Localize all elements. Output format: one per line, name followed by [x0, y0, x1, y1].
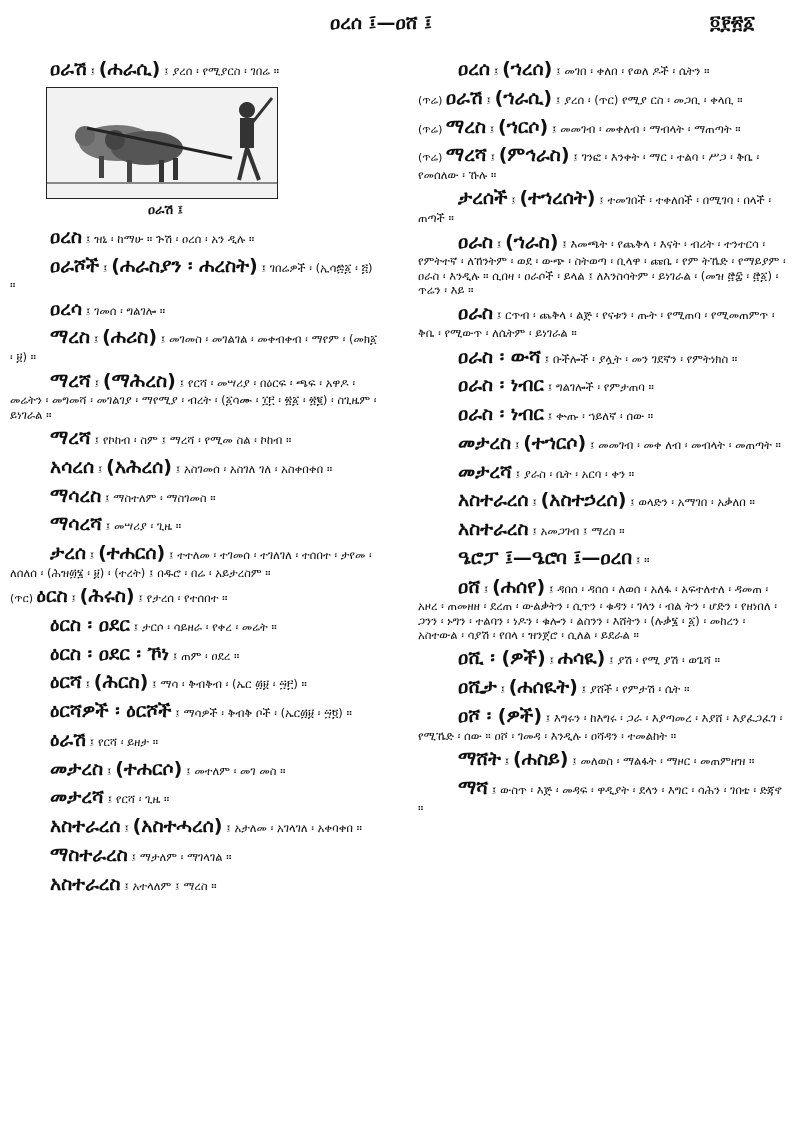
headword: ዐራስ ፡ ውሻ [458, 345, 541, 368]
headword: አስተራረሰ [458, 489, 529, 512]
dictionary-entry: መታረስ ፤ (ተኀርሶ) ፤ መመገብ ፡ መቀ ለብ ፡ መብላት ፡ መጠጣት ። [458, 431, 781, 454]
definition: አመጋገብ ፤ ማረስ ። [540, 524, 625, 538]
headword: ማረሻ [50, 369, 91, 392]
definition: ማሳ ፡ ቅብቅብ ፡ (ኤር ፴፱ ፡ ፵፫) ። [160, 677, 307, 692]
usage-label: (ጥሬ) [418, 151, 446, 165]
definition: ርጥብ ፡ ጨቅላ ፡ ልጅ ፡ የናቱን ፡ ጡት ፡ የሚጠባ ፡ የሚመጠምጥ ፡ ቅቤ ፡ የሚውጥ ፡ ለሴትም ፡ ይነገራል ። [418, 308, 775, 341]
geez-root: (ኀረሰ) [502, 58, 553, 80]
geez-root: ሐሳዪ) [557, 647, 606, 670]
geez-root: (አስተሓረሰ) [132, 815, 223, 838]
dictionary-entry: ማረሻ ፤ የኮከብ ፡ ስም ፤ ማረሻ ፡ የሚመ ስል ፡ ኮከብ ። [50, 427, 292, 449]
geez-root: (ኀርሶ) [498, 115, 549, 138]
dictionary-entry: (ጥሬ) ማረሻ ፤ (ምኅራስ) ፤ ገንፎ ፡ እንቀት ፡ ማር ፡ ተልባ ፡ ሥጋ ፡ ቅቤ ፡ የመሰለው ፡ ኹሉ ። [418, 144, 760, 182]
headword: ማሸት [458, 748, 501, 770]
dictionary-entry: ታረሰ ፤ (ተሐርሰ) ፤ ተተለመ ፡ ተገመሰ ፡ ተገለገለ ፡ ተሰበተ ፡ ታየመ ፡ ለሰለሰ ፡ (ሕዝ፴፮ ፡ ፱) ፡ (ተረት) ፤ በዱሮ ፡ በሬ ፡ አይታረስም ። [10, 542, 372, 580]
dictionary-entry: ዐሺ ፡ (ዎች) ፤ ሐሳዪ) ፤ ያሽ ፡ የሚ ያሽ ፡ ወጌሻ ። [458, 647, 720, 670]
dictionary-entry: ዕራሽ ፤ የርሻ ፡ ይዘታ ። [50, 728, 159, 751]
headword: ማሻ [458, 776, 489, 799]
dictionary-entry: ዕርሻዎች ፡ ዕርሾች ፤ ማሳዎች ፡ ቅብቅ ቦች ፡ (ኤር፴፱ ፡ ፵፬) ። [50, 700, 352, 723]
headword: ዐራሽ [445, 86, 483, 109]
headword: ዐራስ ፡ ነብር [458, 403, 544, 425]
dictionary-entry: ዐረስ ፤ ዝኒ ፡ ከማሁ ። ጕሽ ፡ ዐረሰ ፡ አን ዲሉ ። [50, 225, 255, 248]
dictionary-entry: (ጥሬ) ማረስ ፤ (ኀርሶ) ፤ መመገብ ፡ መቀለብ ፡ ማብላት ፡ ማጠጣት ። [418, 115, 741, 138]
dictionary-entry: ማሸት ፤ (ሐስይ) ፤ መለወስ ፡ ማልፋት ፡ ማዞር ፡ መጠምዘዝ ። [458, 748, 755, 770]
dictionary-entry: ማስተራረስ ፤ ማታለም ፡ ማገላገል ። [50, 843, 232, 866]
definition: ማስተለም ፡ ማስገመስ ። [113, 490, 216, 505]
headword: ማረስ [50, 326, 91, 349]
geez-root: (ሕሩስ) [79, 585, 135, 608]
headword: ታረሰች [458, 187, 508, 210]
definition: የኮከብ ፡ ስም ፤ ማረሻ ፡ የሚመ ስል ፡ ኮከብ ። [102, 433, 292, 447]
headword: አስተራረስ [50, 872, 121, 895]
dictionary-entry: (ጥሬ) ዐራሽ ፤ (ኀራሲ) ፤ ያረሰ ፡ (ጥር) የሚያ ርስ ፡ መጋቢ ፡ ቀላቢ ። [418, 86, 743, 109]
definition: አተላለም ፤ ማረስ ። [132, 878, 217, 893]
headword: አስተራረስ [458, 518, 529, 540]
definition: ታርሶ ፡ ሳይዘራ ፡ የቀረ ፡ መሬት ። [141, 619, 277, 634]
definition: ጠም ፡ ዐደረ ። [181, 648, 240, 663]
dictionary-entry: ዕርሻ ፤ (ሕርስ) ፤ ማሳ ፡ ቅብቅብ ፡ (ኤር ፴፱ ፡ ፵፫) ። [50, 671, 307, 694]
definition: መለወስ ፡ ማልፋት ፡ ማዞር ፡ መጠምዘዝ ። [580, 754, 755, 768]
headword: ዐራስ [458, 302, 494, 325]
definition: የርሻ ፡ ይዘታ ። [97, 734, 159, 749]
geez-root: (ሐሰዪት) [508, 676, 578, 699]
headword: ዐራሾች [50, 254, 100, 277]
headword: ዕርስ ፡ ዐደር ፡ ኾነ [50, 642, 170, 665]
geez-root: (ሐራስያን ፡ ሐረስት) [111, 254, 258, 277]
right-column [418, 58, 788, 820]
dictionary-entry: ዐረሰ ፤ (ኀረሰ) ፤ መገበ ፡ ቀለበ ፡ የወለ ዶች ፡ ሴትን ። [458, 58, 710, 80]
page-number: ፬፻፳፩ [709, 12, 755, 34]
definition: ውስጥ ፡ እጅ ፡ መዳፍ ፡ ዋዲያት ፡ ደላን ፡ እግር ፡ ሳሕን ፡ ገበቴ ፡ ድጃኖ ። [418, 782, 782, 815]
definition: አታለመ ፡ አገላገለ ፡ አቀባቀበ ። [234, 821, 363, 836]
headword: ዐራስ ፡ ነብር [458, 374, 544, 397]
dictionary-entry: አስተራረስ ፤ አተላለም ፤ ማረስ ። [50, 872, 217, 895]
dictionary-entry: (ጥር) ዕርስ ፤ (ሕሩስ) ፤ የታረሰ ፡ የተሰበተ ። [10, 585, 228, 608]
definition: ወላድን ፡ አማገበ ፡ አቃለበ ። [638, 495, 755, 510]
headword: ዐረሳ [50, 297, 83, 320]
definition: እመጫት ፡ የጨቅላ ፡ እናት ፡ ብሪት ፡ ተንተርሳ ፡ የምትተኛ ፡ ለኸንትም ፡ ወደ ፡ ውጭ ፡ ስትወጣ ፡ ቢላዋ ፡ ጩቤ ፡ የም ትኼድ ፡ የማይያም ፡ ዐራስ ፡ እንዲሉ ። ሲበዛ ፡ ዐራሶች ፡ ይላል ፤ ለእንስሳትም ፡ ይነገራል ፡ (መዝ ፸፰ ፡ ፸፩) ፡ ጥሬን ፡ እይ ። [418, 236, 786, 297]
headword: ዐሸ [458, 575, 481, 598]
dictionary-entry: መታረሻ ፤ ያራስ ፡ ቤት ፡ አርባ ፡ ቀን ። [458, 460, 635, 483]
headword: ዐራስ [458, 230, 494, 253]
definition: ያረሰ ፡ የሚያርስ ፡ ገበሬ ። [172, 64, 280, 78]
dictionary-entry: ዐራሾች ፤ (ሐራስያን ፡ ሐረስት) ፤ ገበሬዎች ፡ (ኢሳ፷፩ ፡ ፭) ። [10, 254, 373, 293]
headword: ዕርስ ፡ ዐደር [50, 613, 130, 636]
definition: መገመስ ፡ መገልገል ፡ መቀብቀብ ፡ ማየም ፡ (መክ፩ ፡ ፱) ። [10, 332, 378, 365]
dictionary-entry: ዐሾ ፡ (ዎች) ፤ እግሩን ፡ ከእግሩ ፡ ጋራ ፡ እያጣመረ ፡ እያሸ ፡ እያፈጋፈገ ፡ የሚኼድ ፡ ሰው ። ዐሾ ፡ ገመዳ ፡ እንዲሉ ፡ ዐሻዳን ፡ ተመልከት ። [418, 704, 783, 743]
dictionary-entry: መታረሻ ፤ የርሻ ፡ ጊዜ ። [50, 786, 170, 809]
dictionary-entry: ዐራስ ፡ ነብር ፤ ግልገሎች ፡ የምታጠባ ። [458, 374, 654, 397]
usage-label: (ጥሬ) [418, 93, 446, 107]
definition: ቍጡ ፡ ኀይለኛ ፡ ሰው ። [555, 409, 654, 423]
definition: ዝኒ ፡ ከማሁ ። ጕሽ ፡ ዐረሰ ፡ አን ዲሉ ። [94, 231, 255, 246]
geez-root: (ተሐርሰ) [98, 542, 166, 564]
dictionary-entry: ማረስ ፤ (ሐሪስ) ፤ መገመስ ፡ መገልገል ፡ መቀብቀብ ፡ ማየም ፡ (መክ፩ ፡ ፱) ። [10, 326, 378, 365]
definition: ያራስ ፡ ቤት ፡ አርባ ፡ ቀን ። [523, 466, 635, 481]
headword: ዐረሰ [458, 58, 491, 80]
geez-root: (ተኀረሰት) [519, 187, 596, 210]
definition: ግልገሎች ፡ የምታጠባ ። [555, 380, 654, 395]
headword: መታረሻ [50, 786, 104, 809]
geez-root: (ሐራሲ) [98, 58, 161, 80]
dictionary-entry: መታረስ ፤ (ተሐርሶ) ፤ መተለም ፡ መገ መስ ። [50, 757, 286, 780]
dictionary-entry: ዐራሽ ፤ (ሐራሲ) ፤ ያረሰ ፡ የሚያርስ ፡ ገበሬ ። [50, 58, 280, 80]
definition: ተመገበች ፡ ተቀለበች ፡ በሚገባ ፡ በላች ፡ ጠጣች ። [418, 193, 772, 226]
dictionary-entry: ማሳረሻ ፤ መሣሪያ ፡ ጊዜ ። [50, 513, 182, 536]
dictionary-entry: ታረሰች ፤ (ተኀረሰት) ፤ ተመገበች ፡ ተቀለበች ፡ በሚገባ ፡ በላች ፡ ጠጣች ። [418, 187, 772, 226]
definition: ገበሬዎች ፡ (ኢሳ፷፩ ፡ ፭) ። [10, 260, 373, 293]
headword: ዕርስ [36, 585, 68, 608]
definition: ። [644, 552, 650, 567]
dictionary-entry: ማሻ ፤ ውስጥ ፡ እጅ ፡ መዳፍ ፡ ዋዲያት ፡ ደላን ፡ እግር ፡ ሳሕን ፡ ገበቴ ፡ ድጃኖ ። [418, 776, 782, 815]
ploughing-illustration [46, 87, 278, 199]
headword: ዐረስ [50, 225, 83, 248]
running-title: ዐረሰ ፤—ዐሸ ፤ [330, 12, 432, 34]
definition: ያሸች ፡ የምታሽ ፡ ሴት ። [589, 682, 690, 697]
definition: የታረሰ ፡ የተሰበተ ። [146, 591, 228, 606]
geez-root: (ማሕረስ) [102, 369, 176, 392]
dictionary-entry: ዐራስ ፤ (ኀራስ) ፤ እመጫት ፡ የጨቅላ ፡ እናት ፡ ብሪት ፡ ተንተርሳ ፡ የምትተኛ ፡ ለኸንትም ፡ ወደ ፡ ውጭ ፡ ስትወጣ ፡ ቢላዋ ፡ ጩቤ ፡ የም ትኼድ ፡ የማይያም ፡ ዐራስ ፡ እንዲሉ ። ሲበዛ ፡ ዐራሶች ፡ ይላል ፤ ለእንስሳትም ፡ ይነገራል ፡ (መዝ ፸፰ ፡ ፸፩) ፡ ጥሬን ፡ እይ ። [418, 230, 786, 297]
definition: መመገብ ፡ መቀ ለብ ፡ መብላት ፡ መጠጣት ። [598, 437, 781, 452]
dictionary-entry: ማሳረስ ፤ ማስተለም ፡ ማስገመስ ። [50, 484, 216, 507]
dictionary-entry: አስተራረስ ፤ አመጋገብ ፤ ማረስ ። [458, 518, 625, 540]
headword: ዕርሻ [50, 671, 82, 694]
headword: ዕርሻዎች ፡ ዕርሾች [50, 700, 172, 723]
headword: ማረስ [445, 115, 486, 138]
definition: ማሳዎች ፡ ቅብቅ ቦች ፡ (ኤር፴፱ ፡ ፵፬) ። [183, 706, 352, 721]
definition: ያረሰ ፡ (ጥር) የሚያ ርስ ፡ መጋቢ ፡ ቀላቢ ። [564, 92, 743, 107]
figure-caption: ዐራሽ ፤ [148, 202, 183, 218]
dictionary-entry: ዔሮፓ ፤—ዔሮባ ፤—ዐረበ ፤ ። [458, 546, 650, 569]
definition: የርሻ ፡ መሣሪያ ፡ በዕርፍ ፡ ጫፍ ፡ አዋዶ ፡ መሬትን ፡ መግመሻ ፡ መገልገያ ፡ ማየሚያ ፡ ብረት ፡ (፩ሳሙ ፡ ፲፫ ፡ ፳፩ ፡ ፳፪) ፡ ስጊዜም ፡ ይነገራል ። [10, 375, 377, 422]
definition: መገበ ፡ ቀለበ ፡ የወለ ዶች ፡ ሴትን ። [564, 64, 710, 78]
definition: ተተለመ ፡ ተገመሰ ፡ ተገለገለ ፡ ተሰበተ ፡ ታየመ ፡ ለሰለሰ ፡ (ሕዝ፴፮ ፡ ፱) ፡ (ተረት) ፤ በዱሮ ፡ በሬ ፡ አይታረስም ። [10, 548, 372, 580]
geez-root: (ሐስይ) [513, 748, 569, 770]
definition: ገንፎ ፡ እንቀት ፡ ማር ፡ ተልባ ፡ ሥጋ ፡ ቅቤ ፡ የመሰለው ፡ ኹሉ ። [418, 150, 760, 182]
dictionary-entry: ዐሺታ ፤ (ሐሰዪት) ፤ ያሸች ፡ የምታሽ ፡ ሴት ። [458, 676, 690, 699]
page-header [0, 8, 793, 42]
headword: ማስተራረስ [50, 843, 128, 866]
geez-root: (አሕረሰ) [106, 455, 172, 478]
definition: እግሩን ፡ ከእግሩ ፡ ጋራ ፡ እያጣመረ ፡ እያሸ ፡ እያፈጋፈገ ፡ የሚኼድ ፡ ሰው ። ዐሾ ፡ ገመዳ ፡ እንዲሉ ፡ ዐሻዳን ፡ ተመልከት ። [418, 710, 783, 743]
geez-root: (ኀራሲ) [494, 86, 553, 109]
headword: ማሳረሻ [50, 513, 102, 536]
geez-root: (አስተኃረሰ) [540, 489, 627, 512]
usage-label: (ጥር) [10, 592, 37, 606]
usage-label: (ጥሬ) [418, 122, 446, 136]
headword: ዐሺ ፡ (ዎች) [458, 647, 546, 670]
dictionary-entry: ማረሻ ፤ (ማሕረስ) ፤ የርሻ ፡ መሣሪያ ፡ በዕርፍ ፡ ጫፍ ፡ አዋዶ ፡ መሬትን ፡ መግመሻ ፡ መገልገያ ፡ ማየሚያ ፡ ብረት ፡ (፩ሳሙ ፡ ፲፫ ፡ ፳፩ ፡ ፳፪) ፡ ስጊዜም ፡ ይነገራል ። [10, 369, 377, 422]
left-column [10, 58, 380, 901]
headword: አሳረሰ [50, 455, 95, 478]
dictionary-entry: ዐራስ ፡ ውሻ ፤ ቡችሎች ፡ ያሏት ፡ መን ገደኛን ፡ የምትነክስ ። [458, 345, 738, 368]
geez-root: (ሕርስ) [93, 671, 149, 694]
definition: መመገብ ፡ መቀለብ ፡ ማብላት ፡ ማጠጣት ። [560, 121, 741, 136]
dictionary-entry: ዐሸ ፤ (ሐሰየ) ፤ ዳበሰ ፡ ዳሰሰ ፡ ለወሰ ፡ አለፋ ፡ አፍተለተለ ፡ ዳመጠ ፡ አዞረ ፡ ጠመዘዘ ፡ ደረጠ ፡ ውልቃትን ፡ ሲጥን ፡ ቁዳን ፡ ገላን ፡ ብል ትን ፡ ሆድን ፡ የዘነበለ ፡ ጋንን ፡ ኑግን ፡ ተልባን ፡ ነዶን ፡ ቁሎን ፡ ልስንን ፡ እሸትን ፡ (ሉቃ፮ ፡ ፩) ፡ መከረን ፡ አስተውል ፡ ሳያሽ ፡ የበላ ፡ ዝንጀሮ ፡ ሲለል ፡ ይደራል ። [418, 575, 777, 642]
headword: ታረሰ [50, 542, 87, 564]
dictionary-entry: ዕርስ ፡ ዐደር ፤ ታርሶ ፡ ሳይዘራ ፡ የቀረ ፡ መሬት ። [50, 613, 277, 636]
geez-root: (ኀራስ) [505, 230, 559, 253]
headword: መታረሻ [458, 460, 512, 483]
dictionary-entry: ዕርስ ፡ ዐደር ፡ ኾነ ፤ ጠም ፡ ዐደረ ። [50, 642, 240, 665]
definition: ቡችሎች ፡ ያሏት ፡ መን ገደኛን ፡ የምትነክስ ። [552, 351, 738, 366]
dictionary-entry: ዐረሳ ፤ ገመሰ ፡ ግልገሎ ። [50, 297, 166, 320]
definition: መሣሪያ ፡ ጊዜ ። [113, 519, 182, 534]
headword: ዐሺታ [458, 676, 497, 699]
dictionary-entry: ዐራስ ፤ ርጥብ ፡ ጨቅላ ፡ ልጅ ፡ የናቱን ፡ ጡት ፡ የሚጠባ ፡ የሚመጠምጥ ፡ ቅቤ ፡ የሚውጥ ፡ ለሴትም ፡ ይነገራል ። [418, 302, 775, 341]
headword: ማረሻ [50, 427, 91, 449]
definition: የርሻ ፡ ጊዜ ። [115, 792, 170, 807]
headword: መታረስ [50, 757, 104, 780]
headword: ማረሻ [445, 144, 487, 167]
headword: አስተራረሰ [50, 815, 121, 838]
dictionary-entry: አስተራረሰ ፤ (አስተኃረሰ) ፤ ወላድን ፡ አማገበ ፡ አቃለበ ። [458, 489, 755, 512]
definition: ገመሰ ፡ ግልገሎ ። [94, 303, 166, 318]
definition: ማታለም ፡ ማገላገል ። [139, 849, 232, 864]
headword: ዔሮፓ ፤—ዔሮባ ፤—ዐረበ [458, 546, 633, 569]
headword: ዐራሽ [50, 58, 87, 80]
geez-root: (ምኅራስ) [498, 144, 570, 167]
definition: ዳበሰ ፡ ዳሰሰ ፡ ለወሰ ፡ አለፋ ፡ አፍተለተለ ፡ ዳመጠ ፡ አዞረ ፡ ጠመዘዘ ፡ ደረጠ ፡ ውልቃትን ፡ ሲጥን ፡ ቁዳን ፡ ገላን ፡ ብል ትን ፡ ሆድን ፡ የዘነበለ ፡ ጋንን ፡ ኑግን ፡ ተልባን ፡ ነዶን ፡ ቁሎን ፡ ልስንን ፡ እሸትን ፡ (ሉቃ፮ ፡ ፩) ፡ መከረን ፡ አስተውል ፡ ሳያሽ ፡ የበላ ፡ ዝንጀሮ ፡ ሲለል ፡ ይደራል ። [418, 581, 777, 642]
geez-root: (ተኀርሶ) [523, 431, 587, 454]
dictionary-entry: አሳረሰ ፤ (አሕረሰ) ፤ አስገመሰ ፡ አስገለ ገለ ፡ አስቀበቀበ ። [50, 455, 333, 478]
headword: ዕራሽ [50, 728, 86, 751]
headword: መታረስ [458, 431, 512, 454]
geez-root: (ተሐርሶ) [115, 757, 183, 780]
dictionary-entry: አስተራረሰ ፤ (አስተሓረሰ) ፤ አታለመ ፡ አገላገለ ፡ አቀባቀበ ። [50, 815, 363, 838]
definition: ያሽ ፡ የሚ ያሽ ፡ ወጌሻ ። [617, 653, 720, 668]
dictionary-entry: ዐራስ ፡ ነብር ፤ ቍጡ ፡ ኀይለኛ ፡ ሰው ። [458, 403, 654, 425]
headword: ማሳረስ [50, 484, 102, 507]
geez-root: (ሐሰየ) [492, 575, 546, 598]
definition: መተለም ፡ መገ መስ ። [194, 763, 286, 778]
geez-root: (ሐሪስ) [102, 326, 158, 349]
definition: አስገመሰ ፡ አስገለ ገለ ፡ አስቀበቀበ ። [184, 461, 333, 476]
headword: ዐሾ ፡ (ዎች) [458, 704, 543, 727]
